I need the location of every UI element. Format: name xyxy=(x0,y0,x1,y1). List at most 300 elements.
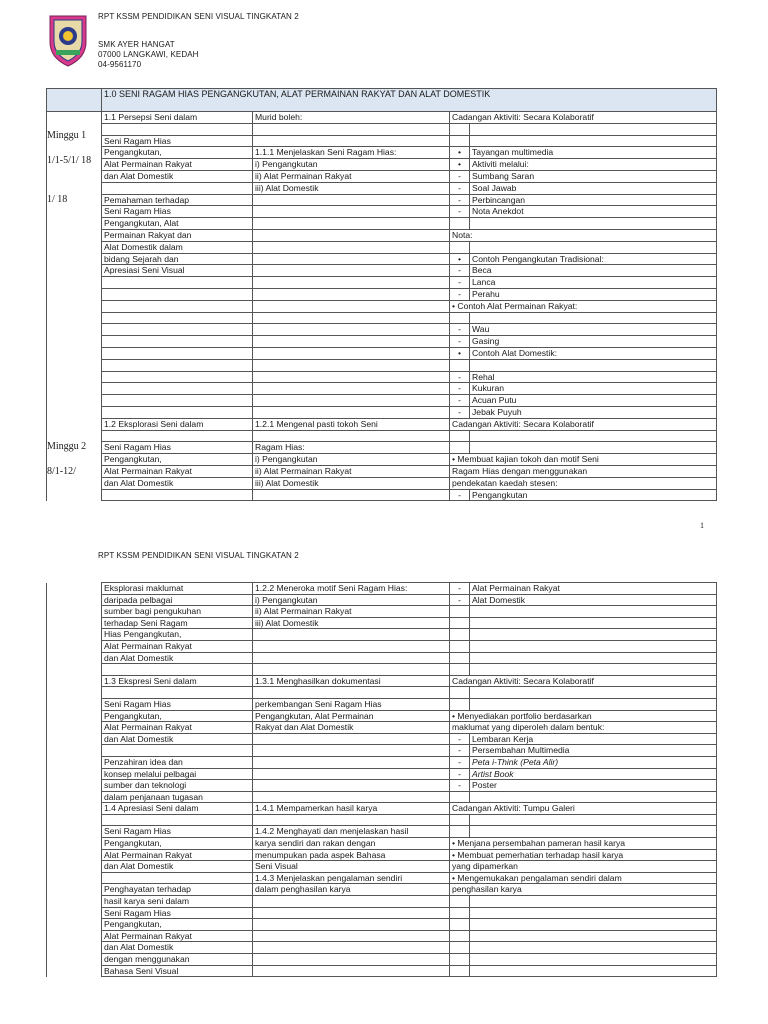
marker-cell xyxy=(450,640,470,652)
activity-cell xyxy=(470,123,717,135)
standard-cell: Seni Ragam Hias xyxy=(102,135,253,147)
activity-cell xyxy=(470,606,717,618)
objective-cell xyxy=(253,640,450,652)
table-row xyxy=(47,919,717,931)
week-cell xyxy=(47,477,102,489)
marker-cell: Nota: xyxy=(450,229,717,241)
objective-cell xyxy=(253,206,450,218)
marker-cell: • Menyediakan portfolio berdasarkan xyxy=(450,710,717,722)
week2-label: Minggu 2 xyxy=(47,441,87,452)
standard-cell: Seni Ragam Hias xyxy=(102,826,253,838)
standard-cell: Penzahiran idea dan xyxy=(102,756,253,768)
objective-cell: 1.3.1 Menghasilkan dokumentasi xyxy=(253,675,450,687)
objective-cell xyxy=(253,814,450,826)
activity-cell: Lanca xyxy=(470,277,717,289)
week-cell xyxy=(47,123,102,135)
marker-cell: - xyxy=(450,594,470,606)
week-cell xyxy=(47,884,102,896)
marker-cell xyxy=(450,312,470,324)
table-row xyxy=(47,896,717,908)
marker-cell xyxy=(450,942,470,954)
objective-cell: Seni Visual xyxy=(253,861,450,873)
table-row xyxy=(47,241,717,253)
table-row xyxy=(47,123,717,135)
objective-cell: menumpukan pada aspek Bahasa xyxy=(253,849,450,861)
table-row xyxy=(47,147,717,159)
standard-cell xyxy=(102,182,253,194)
standard-cell: Alat Permainan Rakyat xyxy=(102,849,253,861)
table-row xyxy=(47,229,717,241)
objective-cell: 1.2.2 Meneroka motif Seni Ragam Hias: xyxy=(253,583,450,595)
activity-cell xyxy=(470,640,717,652)
topic-row xyxy=(47,89,717,112)
week-cell xyxy=(47,418,102,430)
standard-cell: Pengangkutan, xyxy=(102,454,253,466)
objective-cell xyxy=(253,312,450,324)
marker-cell xyxy=(450,123,470,135)
activity-cell xyxy=(470,942,717,954)
school-address: 07000 LANGKAWI, KEDAH xyxy=(98,50,199,59)
marker-cell xyxy=(450,930,470,942)
standard-cell: Permainan Rakyat dan xyxy=(102,229,253,241)
activity-cell xyxy=(470,896,717,908)
week-cell xyxy=(47,347,102,359)
week-cell xyxy=(47,687,102,699)
week-cell xyxy=(47,583,102,595)
objective-cell xyxy=(253,277,450,289)
activity-cell xyxy=(470,919,717,931)
activity-cell: Nota Anekdot xyxy=(470,206,717,218)
week-cell xyxy=(47,300,102,312)
week-cell xyxy=(47,814,102,826)
activity-cell: Perahu xyxy=(470,288,717,300)
activity-cell: Perbincangan xyxy=(470,194,717,206)
week-cell xyxy=(47,954,102,966)
marker-cell: • xyxy=(450,159,470,171)
standard-cell: Apresiasi Seni Visual xyxy=(102,265,253,277)
week-cell xyxy=(47,872,102,884)
standard-cell xyxy=(102,371,253,383)
table-row xyxy=(47,265,717,277)
week-cell xyxy=(47,206,102,218)
marker-cell: maklumat yang diperoleh dalam bentuk: xyxy=(450,722,717,734)
topic-title: 1.0 SENI RAGAM HIAS PENGANGKUTAN, ALAT PERMAINAN RAKYAT DAN ALAT DOMESTIK xyxy=(102,89,717,112)
marker-cell xyxy=(450,629,470,641)
table-row xyxy=(47,312,717,324)
standard-cell: Pengangkutan, Alat xyxy=(102,218,253,230)
standard-cell xyxy=(102,359,253,371)
objective-cell: 1.4.3 Menjelaskan pengalaman sendiri xyxy=(253,872,450,884)
week-cell xyxy=(47,288,102,300)
rpt-table-page1 xyxy=(46,88,717,501)
standard-cell xyxy=(102,430,253,442)
table-row xyxy=(47,194,717,206)
table-row xyxy=(47,454,717,466)
standard-cell: Alat Domestik dalam xyxy=(102,241,253,253)
marker-cell: - xyxy=(450,371,470,383)
objective-cell xyxy=(253,756,450,768)
table-body xyxy=(47,112,717,501)
marker-cell: - xyxy=(450,194,470,206)
standard-cell: Alat Permainan Rakyat xyxy=(102,722,253,734)
table-row xyxy=(47,965,717,977)
table-row xyxy=(47,206,717,218)
table-row xyxy=(47,477,717,489)
objective-cell xyxy=(253,265,450,277)
standard-cell xyxy=(102,395,253,407)
marker-cell xyxy=(450,919,470,931)
table-row xyxy=(47,465,717,477)
activity-cell xyxy=(470,965,717,977)
activity-cell xyxy=(470,312,717,324)
activity-cell: Sumbang Saran xyxy=(470,170,717,182)
week-cell xyxy=(47,849,102,861)
table-row xyxy=(47,907,717,919)
activity-cell: Wau xyxy=(470,324,717,336)
standard-cell: Alat Permainan Rakyat xyxy=(102,465,253,477)
marker-cell xyxy=(450,135,470,147)
week-cell xyxy=(47,218,102,230)
week-cell xyxy=(47,371,102,383)
activity-cell xyxy=(470,698,717,710)
standard-cell: 1.2 Eksplorasi Seni dalam xyxy=(102,418,253,430)
table-row xyxy=(47,745,717,757)
table-row xyxy=(47,347,717,359)
table-row xyxy=(47,722,717,734)
standard-cell: hasil karya seni dalam xyxy=(102,896,253,908)
marker-cell: pendekatan kaedah stesen: xyxy=(450,477,717,489)
week-cell xyxy=(47,112,102,124)
marker-cell: - xyxy=(450,170,470,182)
week-cell xyxy=(47,664,102,676)
table-row xyxy=(47,942,717,954)
objective-cell xyxy=(253,123,450,135)
table-row xyxy=(47,489,717,501)
marker-cell: • Membuat kajian tokoh dan motif Seni xyxy=(450,454,717,466)
marker-cell: Ragam Hias dengan menggunakan xyxy=(450,465,717,477)
standard-cell xyxy=(102,277,253,289)
week-cell xyxy=(47,768,102,780)
marker-cell: - xyxy=(450,395,470,407)
week-cell xyxy=(47,383,102,395)
week-cell xyxy=(47,454,102,466)
activity-cell: Pengangkutan xyxy=(470,489,717,501)
standard-cell: dalam penjanaan tugasan xyxy=(102,791,253,803)
activity-cell: Kukuran xyxy=(470,383,717,395)
week-cell xyxy=(47,194,102,206)
week-cell xyxy=(47,336,102,348)
marker-cell xyxy=(450,814,470,826)
marker-cell: - xyxy=(450,780,470,792)
objective-cell xyxy=(253,652,450,664)
table-body xyxy=(47,583,717,977)
week-cell xyxy=(47,606,102,618)
week-cell xyxy=(47,489,102,501)
standard-cell: bidang Sejarah dan xyxy=(102,253,253,265)
school-phone: 04-9561170 xyxy=(98,60,142,69)
week-cell xyxy=(47,594,102,606)
objective-cell xyxy=(253,324,450,336)
table-row xyxy=(47,884,717,896)
activity-cell xyxy=(470,791,717,803)
table-row xyxy=(47,606,717,618)
standard-cell xyxy=(102,406,253,418)
activity-cell: Contoh Pengangkutan Tradisional: xyxy=(470,253,717,265)
marker-cell xyxy=(450,907,470,919)
marker-cell: • Membuat pemerhatian terhadap hasil karya xyxy=(450,849,717,861)
objective-cell: Murid boleh: xyxy=(253,112,450,124)
objective-cell xyxy=(253,347,450,359)
table-row xyxy=(47,954,717,966)
table-row xyxy=(47,300,717,312)
standard-cell: sumber bagi pengukuhan xyxy=(102,606,253,618)
week-cell xyxy=(47,640,102,652)
activity-cell xyxy=(470,652,717,664)
marker-cell xyxy=(450,442,470,454)
standard-cell: Pengangkutan, xyxy=(102,838,253,850)
table-row xyxy=(47,675,717,687)
standard-cell: Hias Pengangkutan, xyxy=(102,629,253,641)
objective-cell xyxy=(253,194,450,206)
table-row xyxy=(47,182,717,194)
marker-cell: • Contoh Alat Permainan Rakyat: xyxy=(450,300,717,312)
table-row xyxy=(47,629,717,641)
objective-cell xyxy=(253,687,450,699)
week-cell xyxy=(47,442,102,454)
week-cell xyxy=(47,265,102,277)
standard-cell: Seni Ragam Hias xyxy=(102,442,253,454)
standard-cell xyxy=(102,687,253,699)
activity-cell xyxy=(470,814,717,826)
objective-cell: iii) Alat Domestik xyxy=(253,182,450,194)
standard-cell xyxy=(102,347,253,359)
objective-cell xyxy=(253,954,450,966)
marker-cell: - xyxy=(450,583,470,595)
week1-label: Minggu 1 xyxy=(47,130,87,141)
week-cell xyxy=(47,241,102,253)
week2-date: 8/1-12/ xyxy=(47,466,76,477)
standard-cell: dan Alat Domestik xyxy=(102,861,253,873)
standard-cell xyxy=(102,745,253,757)
marker-cell: - xyxy=(450,406,470,418)
week-cell xyxy=(47,930,102,942)
week-cell xyxy=(47,745,102,757)
marker-cell: - xyxy=(450,336,470,348)
week-cell xyxy=(47,710,102,722)
marker-cell xyxy=(450,218,470,230)
standard-cell xyxy=(102,123,253,135)
objective-cell: Ragam Hias: xyxy=(253,442,450,454)
activity-cell: Rehal xyxy=(470,371,717,383)
standard-cell: dengan menggunakan xyxy=(102,954,253,966)
standard-cell xyxy=(102,489,253,501)
standard-cell: konsep melalui pelbagai xyxy=(102,768,253,780)
week-cell xyxy=(47,182,102,194)
table-row xyxy=(47,872,717,884)
week-cell xyxy=(47,803,102,815)
activity-cell xyxy=(470,826,717,838)
objective-cell xyxy=(253,288,450,300)
activity-cell: Jebak Puyuh xyxy=(470,406,717,418)
marker-cell: Cadangan Aktiviti: Secara Kolaboratif xyxy=(450,675,717,687)
table-row xyxy=(47,135,717,147)
standard-cell: Pengangkutan, xyxy=(102,919,253,931)
table-row xyxy=(47,698,717,710)
objective-cell xyxy=(253,896,450,908)
marker-cell: • Menjana persembahan pameran hasil karya xyxy=(450,838,717,850)
table-row xyxy=(47,930,717,942)
table-row xyxy=(47,814,717,826)
marker-cell xyxy=(450,241,470,253)
activity-cell xyxy=(470,907,717,919)
standard-cell xyxy=(102,383,253,395)
week-cell xyxy=(47,722,102,734)
activity-cell: Persembahan Multimedia xyxy=(470,745,717,757)
marker-cell xyxy=(450,606,470,618)
table-row xyxy=(47,170,717,182)
document-title: RPT KSSM PENDIDIKAN SENI VISUAL TINGKATAN 2 xyxy=(98,12,299,21)
marker-cell: - xyxy=(450,324,470,336)
objective-cell xyxy=(253,395,450,407)
table-row xyxy=(47,159,717,171)
table-row xyxy=(47,826,717,838)
objective-cell xyxy=(253,930,450,942)
table-row xyxy=(47,383,717,395)
standard-cell: Pengangkutan, xyxy=(102,710,253,722)
table-row xyxy=(47,288,717,300)
standard-cell: daripada pelbagai xyxy=(102,594,253,606)
marker-cell xyxy=(450,617,470,629)
table-row xyxy=(47,664,717,676)
standard-cell: Seni Ragam Hias xyxy=(102,206,253,218)
week-cell xyxy=(47,838,102,850)
week-cell xyxy=(47,629,102,641)
activity-cell: Gasing xyxy=(470,336,717,348)
marker-cell: • xyxy=(450,347,470,359)
standard-cell: Alat Permainan Rakyat xyxy=(102,930,253,942)
objective-cell xyxy=(253,489,450,501)
activity-cell: Tayangan multimedia xyxy=(470,147,717,159)
objective-cell xyxy=(253,664,450,676)
week-cell xyxy=(47,430,102,442)
week1-date-cont: 1/ 18 xyxy=(47,194,68,205)
objective-cell xyxy=(253,430,450,442)
table-row xyxy=(47,861,717,873)
marker-cell: • xyxy=(450,147,470,159)
marker-cell xyxy=(450,791,470,803)
objective-cell: iii) Alat Domestik xyxy=(253,617,450,629)
standard-cell: Bahasa Seni Visual xyxy=(102,965,253,977)
week-cell xyxy=(47,359,102,371)
standard-cell: dan Alat Domestik xyxy=(102,170,253,182)
table-row xyxy=(47,594,717,606)
table-row xyxy=(47,324,717,336)
marker-cell: - xyxy=(450,756,470,768)
standard-cell xyxy=(102,324,253,336)
table-row xyxy=(47,359,717,371)
objective-cell: i) Pengangkutan xyxy=(253,454,450,466)
standard-cell xyxy=(102,300,253,312)
week-cell xyxy=(47,465,102,477)
activity-cell xyxy=(470,687,717,699)
table-row xyxy=(47,733,717,745)
week-cell xyxy=(47,170,102,182)
activity-cell: Alat Permainan Rakyat xyxy=(470,583,717,595)
week-cell xyxy=(47,733,102,745)
week-cell xyxy=(47,698,102,710)
table-row xyxy=(47,277,717,289)
week1-date: 1/1-5/1/ 18 xyxy=(47,155,92,166)
page-number: 1 xyxy=(700,521,704,530)
activity-cell xyxy=(470,930,717,942)
objective-cell xyxy=(253,371,450,383)
marker-cell: - xyxy=(450,489,470,501)
marker-cell: Cadangan Aktiviti: Secara Kolaboratif xyxy=(450,418,717,430)
week-cell xyxy=(47,617,102,629)
week-cell xyxy=(47,861,102,873)
objective-cell xyxy=(253,965,450,977)
week-cell xyxy=(47,159,102,171)
marker-cell xyxy=(450,965,470,977)
standard-cell: dan Alat Domestik xyxy=(102,942,253,954)
week-cell xyxy=(47,791,102,803)
week-cell xyxy=(47,277,102,289)
marker-cell: - xyxy=(450,288,470,300)
standard-cell: sumber dan teknologi xyxy=(102,780,253,792)
table-row xyxy=(47,803,717,815)
table-row xyxy=(47,218,717,230)
objective-cell xyxy=(253,241,450,253)
activity-cell: Aktiviti melalui: xyxy=(470,159,717,171)
standard-cell: Pengangkutan, xyxy=(102,147,253,159)
table-row xyxy=(47,430,717,442)
standard-cell: Penghayatan terhadap xyxy=(102,884,253,896)
table-row xyxy=(47,406,717,418)
table-row xyxy=(47,687,717,699)
school-crest-logo xyxy=(46,12,90,68)
activity-cell xyxy=(470,954,717,966)
standard-cell: Alat Permainan Rakyat xyxy=(102,640,253,652)
table-row xyxy=(47,617,717,629)
week-cell xyxy=(47,756,102,768)
standard-cell: Alat Permainan Rakyat xyxy=(102,159,253,171)
marker-cell xyxy=(450,826,470,838)
objective-cell xyxy=(253,768,450,780)
marker-cell: - xyxy=(450,277,470,289)
table-row xyxy=(47,442,717,454)
standard-cell xyxy=(102,288,253,300)
objective-cell: i) Pengangkutan xyxy=(253,594,450,606)
table-row xyxy=(47,371,717,383)
activity-cell xyxy=(470,359,717,371)
activity-cell: Artist Book xyxy=(470,768,717,780)
week-cell xyxy=(47,780,102,792)
activity-cell: Acuan Putu xyxy=(470,395,717,407)
standard-cell xyxy=(102,664,253,676)
activity-cell xyxy=(470,241,717,253)
marker-cell: - xyxy=(450,733,470,745)
standard-cell: 1.4 Apresiasi Seni dalam xyxy=(102,803,253,815)
table-row xyxy=(47,640,717,652)
table-row xyxy=(47,780,717,792)
marker-cell xyxy=(450,954,470,966)
activity-cell: Alat Domestik xyxy=(470,594,717,606)
objective-cell xyxy=(253,907,450,919)
objective-cell xyxy=(253,780,450,792)
marker-cell: penghasilan karya xyxy=(450,884,717,896)
marker-cell: - xyxy=(450,265,470,277)
week-cell xyxy=(47,675,102,687)
